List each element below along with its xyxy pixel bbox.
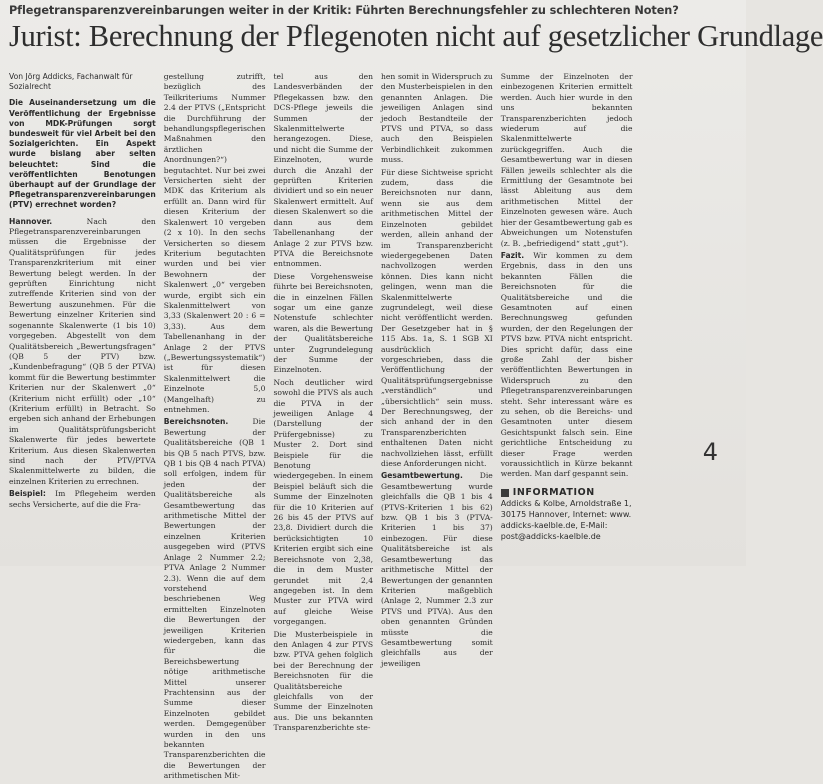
column-3 bbox=[274, 72, 374, 784]
paragraph bbox=[501, 251, 633, 480]
info-line: Addicks & Kolbe, Arnoldstraße 1, bbox=[500, 499, 632, 509]
info-square-icon bbox=[501, 489, 509, 497]
article-columns bbox=[9, 72, 740, 781]
paragraph-text: Für diese Sichtweise spricht zudem, dass die Bereichsnoten nur dann, wenn sie aus dem arithmetischen Mittel der Einzelnoten gebildet werden, allein anhand der im Transparenzbericht wiedergegebenen Daten nachvollzogen werden können. Dies kann nicht gelingen, wenn man die Skalenmittelwerte zugrundelegt, weil diese nicht veröffentlicht werden. Der Gesetzgeber hat in § 115 Abs. 1a, S. 1 SGB XI ausdrücklich vorgeschrieben, dass die Veröffentlichung der Qualitätsprüfungsergebnisse „verständlich“ und „übersichtlich“ sein muss. Der Berechnungsweg, der sich anhand der in den Transparenzberichten enthaltenen Daten nicht nachvollziehen lässt, erfüllt diese Anforderungen nicht. bbox=[381, 167, 493, 469]
paragraph bbox=[274, 378, 374, 628]
paragraph bbox=[164, 417, 266, 781]
paragraph bbox=[274, 72, 374, 270]
paragraph-text: Die Musterbeispiele in den Anlagen 4 zur PTVS bzw. PTVA gehen folglich bei der Berechnung der Bereichsnoten für die Qualitätsbereiche gleichfalls von der Summe der Einzelnoten aus. Die uns bekannten Transparenzberichte ste- bbox=[273, 629, 374, 733]
column-6 bbox=[640, 72, 740, 784]
paragraph-text: Summe der Einzelnoten der einbezogenen Kriterien ermittelt werden. Auch hier wurde in den uns bekannten Transparenzberichten jedoch wiederum auf die Skalenmittelwerte zurückgegriffen. Auch die Gesamtbewertung war in diesen Fällen jeweils schlechter als die Ermittlung der Gesamtnote bei lässt Ableitung aus dem arithmetischen Mittel der Einzelnoten gewesen wäre. Auch hier der Gesamtbewertung gab es Abweichungen um Notenstufen (z. B. „befriedigend“ statt „gut“). bbox=[500, 72, 633, 248]
headline: Jurist: Berechnung der Pflegenoten nicht auf gesetzlicher Grundlage bbox=[9, 19, 823, 53]
paragraph-text: Die Gesamtbewertung wurde gleichfalls die QB 1 bis 4 (PTVS-Kriterien 1 bis 62) bzw. QB 1 bis 3 (PTVA-Kriterien 1 bis 37) einbezogen. Für diese Qualitätsbereiche ist als Gesamtbewertung das arithmetische Mittel der Bewertungen der genannten Kriterien maßgeblich (Anlage 2, Nummer 2.3 zur PTVS und PTVA). Aus den oben genannten Gründen müsste die Gesamtbewertung somit gleichfalls aus der jeweiligen bbox=[381, 471, 493, 668]
info-heading bbox=[501, 488, 633, 498]
paragraph bbox=[501, 72, 633, 249]
column-5 bbox=[501, 72, 633, 784]
paragraph-text: Nach den Pflegetransparenzvereinbarungen müssen die Ergebnisse der Qualitätsprüfungen für jedes Transparenzkriterium mit einer Bewertung belegt werden. In der geprüften Einrichtung nicht zutreffende Kriterien sind von der Bewertung auszunehmen. Für die Bewertung einzelner Kriterien sind sogenannte Skalenwerte (1 bis 10) vorgegeben. Abgestellt von dem Qualitätsbereich „Bewertungsfragen“ (QB 5 der PTV) bzw. „Kundenbefragung“ (QB 5 der PTVA) kommt für die Bewertung bestimmter Kriterien nur der Skalenwert „0“ (Kriterium nicht erfüllt) oder „10“ (Kriterium erfüllt) in Betracht. So ergeben sich anhand der Erhebungen im Qualitätsprüfungsbericht Skalenwerte für jedes bewertete Kriterium. Aus diesen Skalenwerten sind nach der PTV/PTVA Skalenmittelwerte zu bilden, die einzelnen Kriterien zu errechnen. bbox=[9, 216, 156, 486]
paragraph bbox=[381, 72, 493, 166]
paragraph-text: Diese Vorgehensweise führte bei Bereichsnoten, die in einzelnen Fällen sogar um eine ganze Notenstufe schlechter waren, als die Bewertung der Qualitätsbereiche unter Zugrundelegung der Summe der Einzelnoten. bbox=[273, 271, 374, 375]
paragraph-text: gestellung zutrifft, bezüglich des Teilkriteriums Nummer 2.4 der PTVS („Entspricht die Durchführung der behandlungspflegerischen Maßnahmen den ärztlichen Anordnungen?“) begutachtet. Nur bei zwei Versicherten sieht der MDK das Kriterium als erfüllt an. Dann wird für diesen Kriterium der Skalenwert 10 vergeben (2 x 10). In den sechs Versicherten so diesem Kriterium begutachten wurden und bei vier Bewohnern der Skalenwert „0“ vergeben wurde, ergibt sich ein Skalenmittelwert von 3,33 (Skalenwert 20 : 6 = 3,33). Aus dem Tabellenanhang in der Anlage 2 der PTVS („Bewertungssystematik“) ist für diesen Skalenmittelwert die Einzelnote 5,0 (Mangelhaft) zu entnehmen. bbox=[163, 72, 266, 414]
paragraph-text: Im Pflegeheim werden sechs Versicherte, auf die die Fra- bbox=[9, 489, 156, 509]
run-in-heading: Bereichsnoten. bbox=[163, 417, 229, 427]
run-in-heading: Hannover. bbox=[9, 216, 53, 226]
lead-paragraph: Die Auseinandersetzung um die Veröffentlichung der Ergebnisse von MDK-Prüfungen sorgt bundesweit für viel Arbeit bei den Sozialgerichten. Ein Aspekt wurde bislang aber selten beleuchtet: Sind die veröffentlichten Benotungen überhaupt auf der Grundlage der Pflegetransparenzvereinbarungen (PTV) errechnet worden? bbox=[9, 98, 156, 210]
paragraph-text: Wir kommen zu dem Ergebnis, dass in den uns bekannten Fällen die Bereichsnoten für die Qualitätsbereiche und die Gesamtnoten auf einen Berechnungsweg gefunden wurden, der den Regelungen der PTVS bzw. PTVA nicht entspricht. Dies spricht dafür, dass eine große Zahl der bisher veröffentlichten Bewertungen in Widerspruch zu den Pflegetransparenzvereinbarungen steht. Sehr interessant wäre es zu sehen, ob die Bereichs- und Gesamtnoten unter diesem Gesichtspunkt falsch sein. Eine gerichtliche Entscheidung zu dieser Frage werden voraussichtlich in Kürze bekannt werden. Man darf gespannt sein. bbox=[500, 250, 633, 479]
page-number: 4 bbox=[702, 438, 718, 466]
column-2 bbox=[164, 72, 266, 784]
run-in-heading: Beispiel: bbox=[9, 489, 46, 499]
info-line: 30175 Hannover, Internet: www. bbox=[500, 510, 632, 520]
author-byline: Von Jörg Addicks, Fachanwalt für Sozialrecht bbox=[9, 72, 133, 92]
paragraph-text: Noch deutlicher wird sowohl die PTVS als auch die PTVA in der jeweiligen Anlage 4 (Darstellung der Prüfergebnisse) zu Muster 2. Dort sind Beispiele für die Benotung wiedergegeben. In einem Beispiel beläuft sich die Summe der Einzelnoten für die 10 Kriterien auf 26 bis 45 der PTVS auf 23,8. Dividiert durch die berücksichtigten 10 Kriterien ergibt sich eine Bereichsnote von 2,38, die in dem Muster gerundet mit 2,4 angegeben ist. In dem Muster zur PTVA wird auf gleiche Weise vorgegangen. bbox=[273, 377, 374, 627]
paragraph bbox=[164, 72, 266, 415]
column-4 bbox=[381, 72, 493, 784]
paragraph-text: hen somit in Widerspruch zu den Musterbeispielen in den genannten Anlagen. Die jeweiligen Anlagen sind jedoch Bestandteile der PTVS und PTVA, so dass auch den Beispielen Verbindlichkeit zukommen muss. bbox=[381, 72, 493, 165]
column-1 bbox=[9, 72, 156, 784]
run-in-heading: Fazit. bbox=[500, 250, 525, 260]
paragraph bbox=[274, 630, 374, 734]
paragraph bbox=[9, 489, 156, 510]
info-line: post@addicks-kaelble.de bbox=[500, 532, 601, 542]
paragraph-text: Die Bewertung der Qualitätsbereiche (QB 1 bis QB 5 nach PTVS, bzw. QB 1 bis QB 4 nach PTVA) soll erfolgen, indem für jeden der Qualitätsbereiche als Gesamtbewertung das arithmetische Mittel der Bewertungen der einzelnen Kriterien ausgegeben wird (PTVS Anlage 2 Nummer 2.2; PTVA Anlage 2 Nummer 2.3). Wenn die auf dem vorstehend beschriebenen Weg ermittelten Einzelnoten die Bewertungen der jeweiligen Kriterien wiedergeben, kann das für die Bereichsbewertung nötige arithmetische Mittel unserer Prachtensinn aus der Summe dieser Einzelnoten gebildet werden. Demgegenüber wurden in den uns bekannten Transparenzberichten die die Bewertungen der arithmetischen Mit- bbox=[163, 417, 266, 781]
kicker: Pflegetransparenzvereinbarungen weiter in der Kritik: Führten Berechnungsfehler zu schlechteren Noten? bbox=[9, 4, 679, 17]
paragraph bbox=[9, 217, 156, 488]
paragraph bbox=[381, 168, 493, 470]
paragraph bbox=[274, 272, 374, 376]
paragraph bbox=[381, 471, 493, 669]
paragraph-text: tel aus den Landesverbänden der Pflegekassen bzw. den DCS-Pflege jeweils die Summen der Skalenmittelwerte herangezogen. Diese, und nicht die Summe der Einzelnoten, wurde durch die Anzahl der geprüften Kriterien dividiert und so ein neuer Skalenwert ermittelt. Auf diesen Skalenwert so die dann aus dem Tabellenanhang der Anlage 2 zur PTVS bzw. PTVA die Bereichsnote entnommen. bbox=[273, 72, 374, 269]
run-in-heading: Gesamtbewertung. bbox=[381, 471, 463, 481]
info-line: addicks-kaelble.de, E-Mail: bbox=[500, 521, 608, 531]
info-heading-label: INFORMATION bbox=[512, 486, 595, 498]
